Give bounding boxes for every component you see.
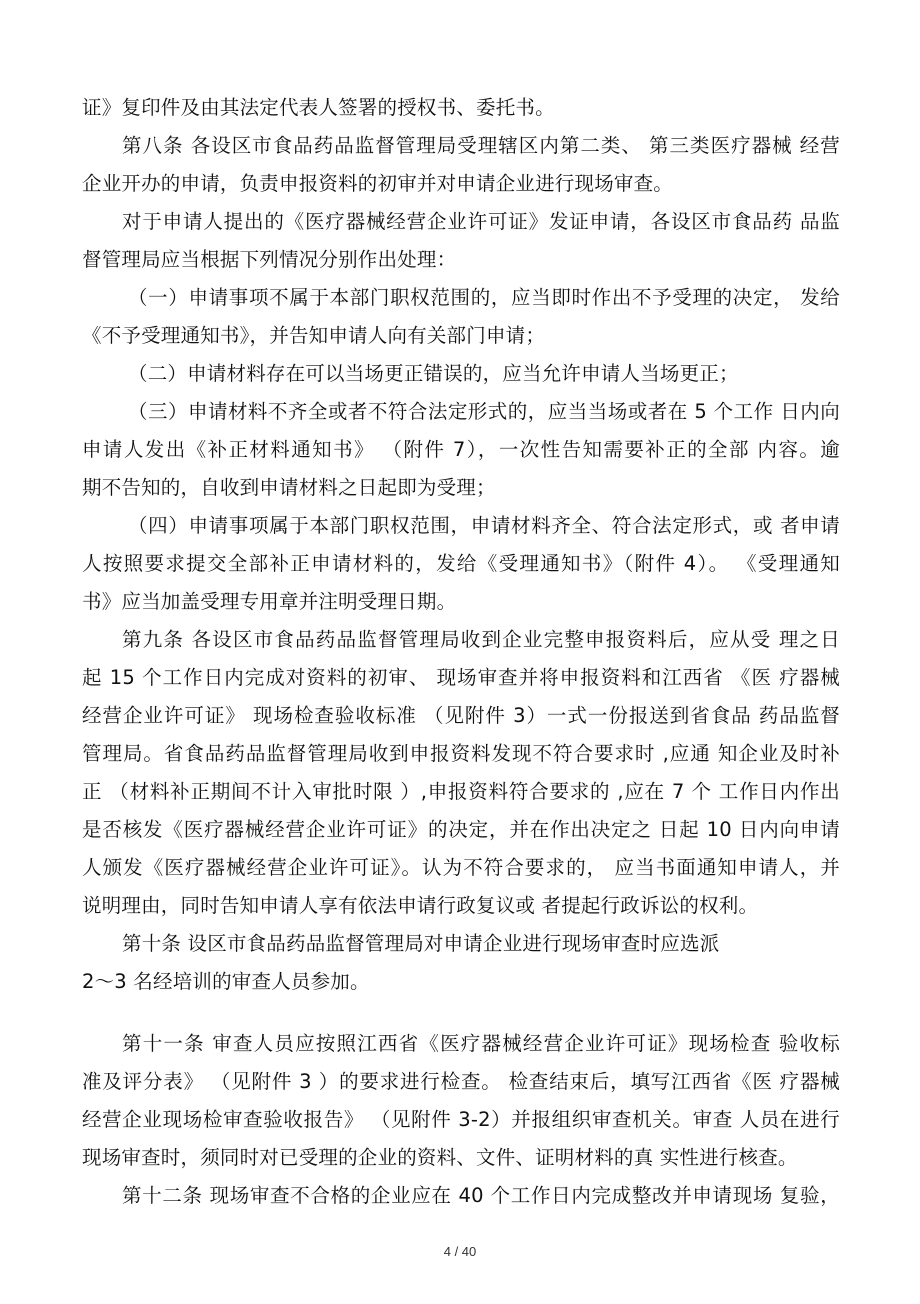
article-10-heading-line: 第十条 设区市食品药品监督管理局对申请企业进行现场审查时应选派	[122, 932, 720, 955]
page-number: 4 / 40	[443, 1244, 477, 1259]
article-12-heading-line: 第十二条 现场审查不合格的企业应在 40 个工作日内完成整改并申请现场 复验，	[122, 1184, 840, 1207]
text-line: 期不告知的，自收到申请材料之日起即为受理；	[82, 476, 496, 499]
text-line: 申请人发出《补正材料通知书》 （附件 7），一次性告知需要补正的全部 内容。逾	[82, 438, 840, 461]
article-9-heading-line: 第九条 各设区市食品药品监督管理局收到企业完整申报资料后，应从受 理之日	[122, 628, 840, 651]
text-line: 人颁发《医疗器械经营企业许可证》。认为不符合要求的， 应当书面通知申请人，并	[82, 856, 840, 879]
text-line: 书》应当加盖受理专用章并注明受理日期。	[82, 590, 457, 613]
article-11-heading-line: 第十一条 审查人员应按照江西省《医疗器械经营企业许可证》现场检查 验收标	[122, 1032, 840, 1055]
item-4-line: （四）申请事项属于本部门职权范围，申请材料齐全、符合法定形式，或 者申请	[128, 514, 840, 537]
text-line: 督管理局应当根据下列情况分别作出处理：	[82, 248, 457, 271]
text-line: 人按照要求提交全部补正申请材料的，发给《受理通知书》（附件 4）。 《受理通知	[82, 552, 840, 575]
text-line: 现场审查时，须同时对已受理的企业的资料、文件、证明材料的真 实性进行核查。	[82, 1146, 798, 1169]
text-line: 经营企业许可证》 现场检查验收标准 （见附件 3）一式一份报送到省食品 药品监督	[82, 704, 840, 727]
item-2-line: （二）申请材料存在可以当场更正错误的，应当允许申请人当场更正；	[128, 362, 739, 385]
text-line: 说明理由，同时告知申请人享有依法申请行政复议或 者提起行政诉讼的权利。	[82, 894, 759, 917]
item-1-line: （一）申请事项不属于本部门职权范围的，应当即时作出不予受理的决定， 发给	[128, 286, 840, 309]
text-line: 对于申请人提出的《医疗器械经营企业许可证》发证申请，各设区市食品药 品监	[122, 210, 840, 233]
text-line: 起 15 个工作日内完成对资料的初审、 现场审查并将申报资料和江西省 《医 疗器械	[82, 666, 840, 689]
text-line: 经营企业现场检审查验收报告》 （见附件 3-2）并报组织审查机关。审查 人员在进行	[82, 1108, 840, 1131]
article-8-heading-line: 第八条 各设区市食品药品监督管理局受理辖区内第二类、 第三类医疗器械 经营	[122, 134, 840, 157]
text-line: 《不予受理通知书》，并告知申请人向有关部门申请；	[82, 324, 546, 347]
item-3-line: （三）申请材料不齐全或者不符合法定形式的，应当当场或者在 5 个工作 日内向	[128, 400, 840, 423]
text-line: 企业开办的申请，负责申报资料的初审并对申请企业进行现场审查。	[82, 172, 674, 195]
text-line: 2～3 名经培训的审查人员参加。	[82, 970, 370, 993]
text-line: 准及评分表》 （见附件 3 ）的要求进行检查。 检查结束后，填写江西省《医 疗器械	[82, 1070, 840, 1093]
text-line: 正 （材料补正期间不计入审批时限 ）,申报资料符合要求的 ,应在 7 个 工作日内作出	[82, 780, 840, 803]
text-line: 管理局。省食品药品监督管理局收到申报资料发现不符合要求时 ,应通 知企业及时补	[82, 742, 840, 765]
text-line: 证》复印件及由其法定代表人签署的授权书、委托书。	[82, 96, 555, 119]
text-line: 是否核发《医疗器械经营企业许可证》的决定，并在作出决定之 日起 10 日内向申请	[82, 818, 840, 841]
